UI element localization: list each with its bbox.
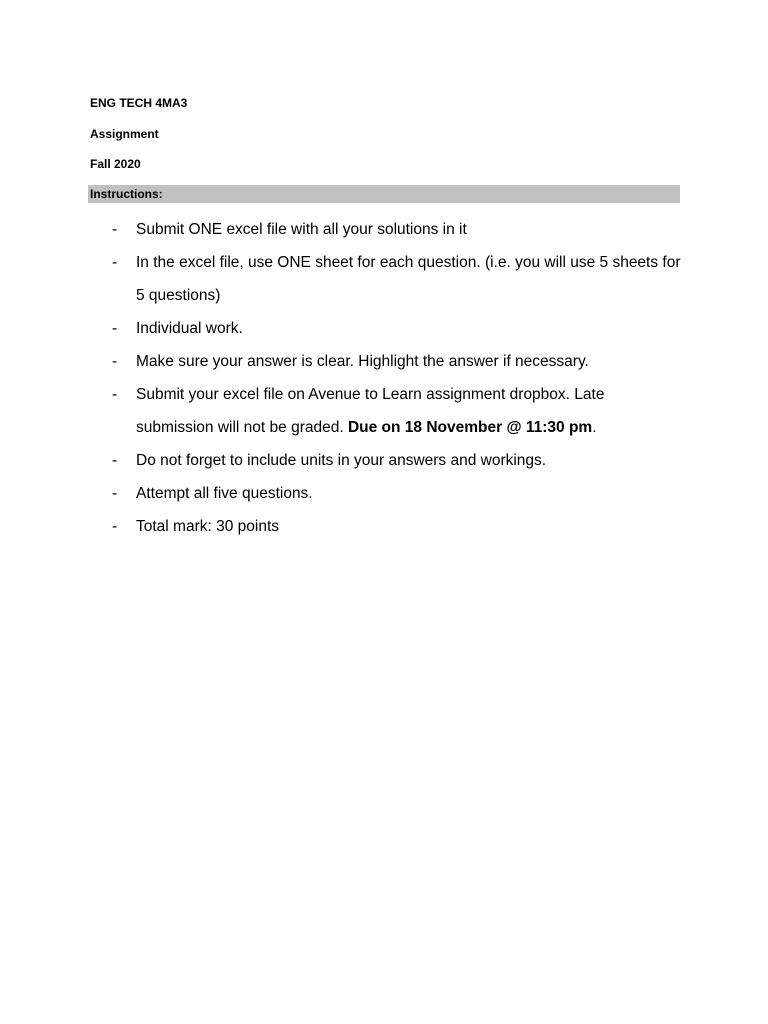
document-type: Assignment bbox=[90, 127, 159, 141]
submission-text: Submit your excel file on Avenue to Learn assignment dropbox. Late submission will not be graded. bbox=[136, 386, 605, 436]
bullet-dash: - bbox=[112, 518, 118, 535]
list-item-text: In the excel file, use ONE sheet for each question. (i.e. you will use 5 sheets for 5 questions) bbox=[136, 254, 681, 304]
list-item bbox=[0, 213, 768, 246]
bullet-dash: - bbox=[112, 386, 118, 403]
term: Fall 2020 bbox=[90, 157, 141, 171]
list-item-text: Attempt all five questions. bbox=[136, 485, 313, 502]
list-item bbox=[0, 477, 768, 510]
bullet-dash: - bbox=[112, 254, 118, 271]
bullet-dash: - bbox=[112, 485, 118, 502]
list-item-text: Do not forget to include units in your answers and workings. bbox=[136, 452, 547, 469]
list-item bbox=[0, 378, 768, 444]
list-item bbox=[0, 444, 768, 477]
list-item bbox=[0, 345, 768, 378]
list-item-text bbox=[136, 378, 684, 444]
list-item bbox=[0, 510, 768, 543]
bullet-dash: - bbox=[112, 353, 118, 370]
list-item-text: Individual work. bbox=[136, 320, 243, 337]
list-item-text: Make sure your answer is clear. Highlight the answer if necessary. bbox=[136, 353, 589, 370]
due-date: Due on 18 November @ 11:30 pm bbox=[347, 419, 593, 436]
instructions-heading: Instructions: bbox=[90, 187, 163, 201]
list-item bbox=[0, 246, 768, 312]
list-item-text: Total mark: 30 points bbox=[136, 518, 280, 535]
bullet-dash: - bbox=[112, 320, 118, 337]
bullet-dash: - bbox=[112, 452, 118, 469]
list-item-text: Submit ONE excel file with all your solutions in it bbox=[136, 221, 467, 238]
due-date-period: . bbox=[592, 419, 597, 436]
bullet-dash: - bbox=[112, 221, 118, 238]
instructions-heading-bar bbox=[88, 185, 680, 203]
instructions-list bbox=[0, 213, 768, 543]
list-item bbox=[0, 312, 768, 345]
course-code: ENG TECH 4MA3 bbox=[90, 96, 188, 110]
